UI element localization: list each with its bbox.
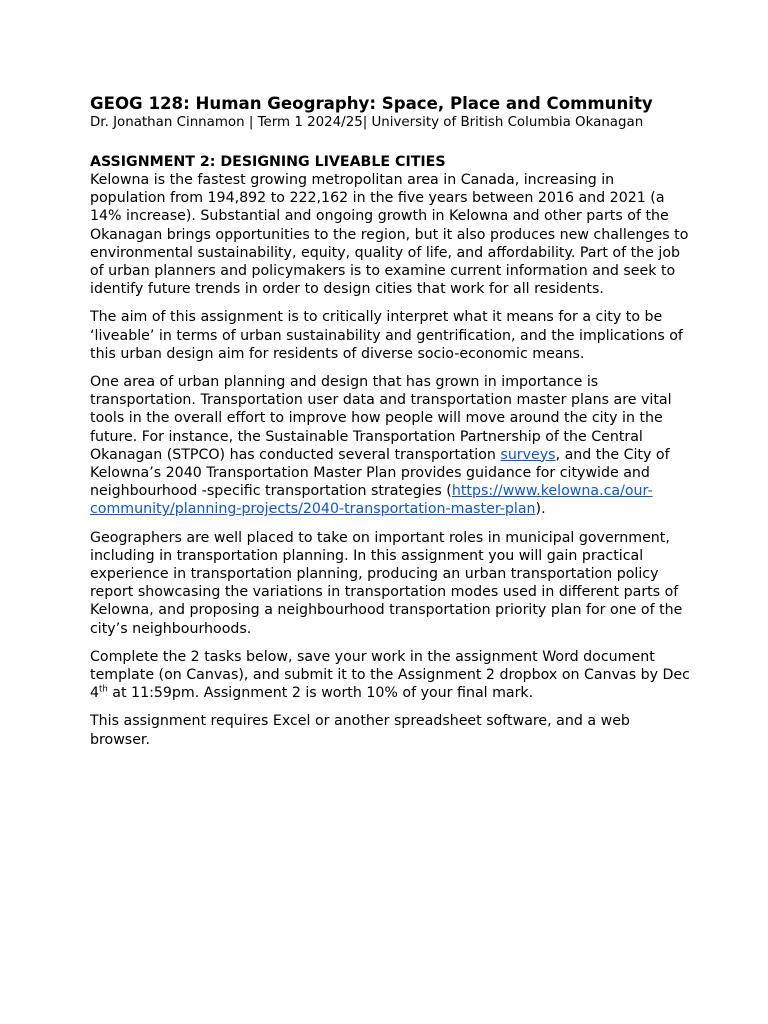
paragraph-transportation-text-c: ). — [535, 501, 546, 518]
ordinal-superscript: th — [99, 684, 108, 695]
paragraph-submission-text-b: at 11:59pm. Assignment 2 is worth 10% of your final mark. — [107, 685, 534, 702]
paragraph-intro: Kelowna is the fastest growing metropolitan area in Canada, increasing in population from 194,892 to 222,162 in the five years between 2016 and 2021 (a 14% increase). Substantial and ongoing growth in Kelowna and other parts of the Okanagan brings opportunities to the region, but it also produces new challenges to environmental sustainability, equity, quality of life, and affordability. Part of the job of urban planners and policymakers is to examine current information and seek to identify future trends in order to design cities that work for all residents. — [90, 172, 689, 298]
paragraph-submission-text-a: Complete the 2 tasks below, save your work in the assignment Word document template (on Canvas), and submit it to the Assignment 2 dropbox on Canvas by Dec 4 — [90, 648, 690, 702]
transportation-master-plan-link[interactable]: https://www.kelowna.ca/our-community/planning-projects/2040-transportation-master-plan — [90, 483, 653, 518]
document-body — [90, 93, 690, 759]
paragraph-submission — [90, 648, 690, 703]
assignment-heading: ASSIGNMENT 2: DESIGNING LIVEABLE CITIES — [90, 154, 446, 170]
paragraph-transportation-text-b: , and the City of Kelowna’s 2040 Transportation Master Plan provides guidance for citywide and neighbourhood -specific transportation strategies ( — [90, 446, 670, 500]
paragraph-requirements: This assignment requires Excel or another spreadsheet software, and a web browser. — [90, 713, 630, 748]
surveys-link[interactable]: surveys — [500, 446, 556, 463]
paragraph-transportation-text-a: One area of urban planning and design that has grown in importance is transportation. Transportation user data and transportation master plans are vital tools in the overall effort to improve how people will move around the city in the future. For instance, the Sustainable Transportation Partnership of the Central Okanagan (STPCO) has conducted several transportation — [90, 374, 672, 463]
course-title: GEOG 128: Human Geography: Space, Place and Community — [90, 94, 653, 113]
course-subtitle: Dr. Jonathan Cinnamon | Term 1 2024/25| University of British Columbia Okanagan — [90, 115, 644, 130]
paragraph-aim: The aim of this assignment is to critically interpret what it means for a city to be ‘liveable’ in terms of urban sustainability and gentrification, and the implications of this urban design aim for residents of diverse socio-economic means. — [90, 309, 683, 362]
paragraph-geographers: Geographers are well placed to take on important roles in municipal government, including in transportation planning. In this assignment you will gain practical experience in transportation planning, producing an urban transportation policy report showcasing the variations in transportation modes used in different parts of Kelowna, and proposing a neighbourhood transportation priority plan for one of the city’s neighbourhoods. — [90, 529, 683, 637]
paragraph-transportation — [90, 373, 690, 519]
